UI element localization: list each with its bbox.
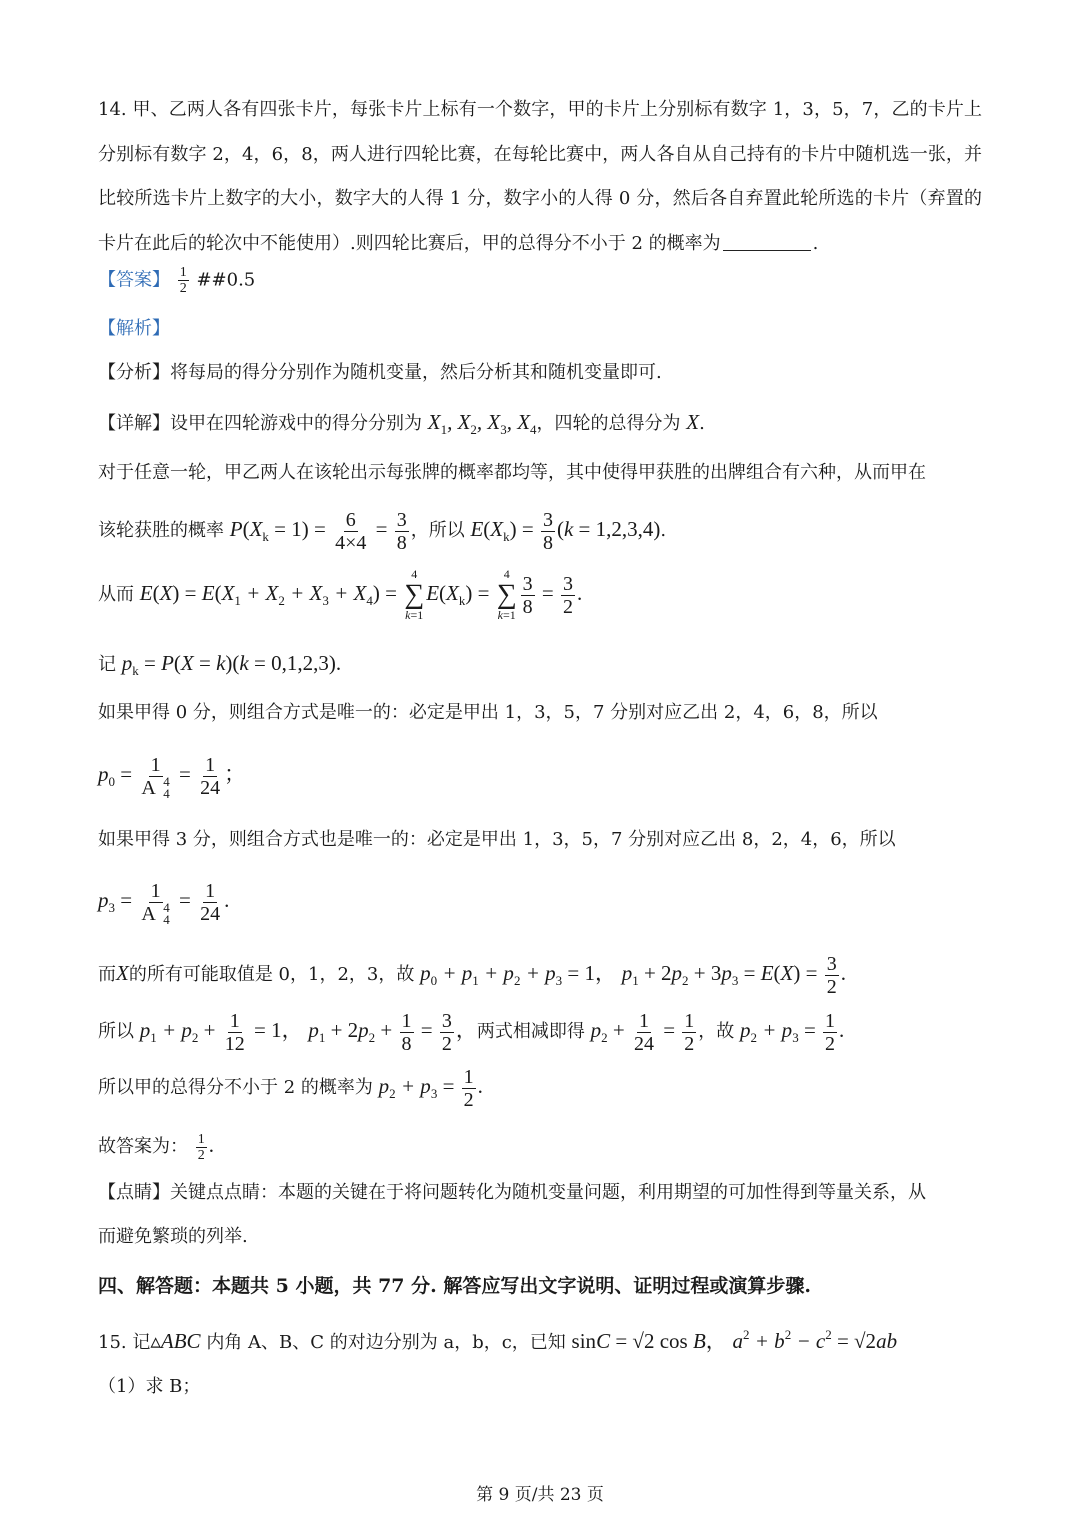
page-footer: 第 9 页/共 23 页 [476, 1485, 604, 1505]
answer-label: 【答案】 [98, 269, 170, 291]
line-9: $p_3$ = 1 A 4 4 = $\frac{1}{24}$ . [98, 879, 230, 927]
answer-line [98, 265, 982, 296]
detail-line: 【详解】设甲在四轮游戏中的得分分别为 $X_1$, $X_2$, $X_3$, $X_4$，四轮的总得分为 X. [98, 410, 705, 437]
jiexi-label: 【解析】 [98, 318, 170, 339]
line-8: 如果甲得 3 分，则组合方式也是唯一的：必定是甲出 1，3，5，7 分别对应乙出 8，2，4，6，所以 [98, 829, 896, 850]
answer-fraction: $\frac{1}{2}$ [179, 265, 187, 296]
key-point-line-2: 而避免繁琐的列举. [98, 1226, 248, 1247]
line-2: 对于任意一轮，甲乙两人在该轮出示每张牌的概率都均等，其中使得甲获胜的出牌组合有六种，从而甲在 [98, 462, 926, 483]
answer-blank [723, 232, 811, 251]
analysis-line [98, 360, 982, 386]
line-5: 记 $p_k = P(X = k)(k = 0,1,2,3)$. [98, 651, 342, 678]
question-14 [98, 88, 982, 266]
key-point-label: 【点睛】 [98, 1182, 170, 1203]
line-12: 所以甲的总得分不小于 2 的概率为 $p_2 + p_3$ = $\frac{1}{2}$ . [98, 1065, 483, 1111]
question-15-part-1: （1）求 B； [98, 1376, 201, 1397]
question-14-end: . [812, 232, 819, 254]
line-10: 而X的所有可能取值是 0，1，2，3，故 $p_0 + p_1 + p_2 + p_3 = 1$， $p_1 + 2p_2 + 3p_3 = E(X)$ = $\frac{3}{2}$ . [98, 952, 846, 998]
line-13: 故答案为： $\frac{1}{2}$ . [98, 1131, 214, 1163]
detail-label: 【详解】 [98, 413, 170, 434]
line-4: 从而 $E(X) = E(X_1 + X_2 + X_3 + X_4)$ = 4 ∑ k=1 $E(X_k)$ = 4 ∑ k=1 $\frac{3}{8}$ = $\frac{3}{2}$ . [98, 567, 583, 622]
line-11: 所以 $p_1 + p_2$ + $\frac{1}{12}$ = 1， $p_1 + 2p_2$ + $\frac{1}{8}$ = $\frac{3}{2}$ ，两式相减即得 $p_2$ + $\frac{1}{24}$ = $\frac{1}{2}$ ，故 $p_2 + p_3$ = $\frac{1}{2}$ . [98, 1009, 845, 1055]
question-14-text: 14. 甲、乙两人各有四张卡片，每张卡片上标有一个数字，甲的卡片上分别标有数字 1，3，5，7，乙的卡片上分别标有数字 2，4，6，8，两人进行四轮比赛，在每轮比赛中，两人各自从自己持有的卡片中随机选一张，并比较所选卡片上数字的大小，数字大的人得 1 分，数字小的人得 0 分，然后各自弃置此轮所选的卡片（弃置的卡片在此后的轮次中不能使用）.则四轮比赛后，甲的总得分不小于 2 的概率为 [98, 99, 982, 254]
key-point-line-1: 【点睛】关键点点睛：本题的关键在于将问题转化为随机变量问题，利用期望的可加性得到等量关系，从 [98, 1182, 926, 1203]
analysis-label: 【分析】 [98, 362, 170, 383]
analysis-text: 将每局的得分分别作为随机变量，然后分析其和随机变量即可. [170, 362, 662, 383]
question-15: 15. 记▵ABC 内角 A、B、C 的对边分别为 a，b，c，已知 sinC = √2 cos B， $a^2 + b^2 - c^2 = √2ab$ [98, 1327, 898, 1353]
section-4-heading: 四、解答题：本题共 5 小题，共 77 分. 解答应写出文字说明、证明过程或演算步骤. [98, 1275, 811, 1297]
line-7: $p_0$ = 1 A 4 4 = $\frac{1}{24}$ ； [98, 753, 246, 801]
line-6: 如果甲得 0 分，则组合方式是唯一的：必定是甲出 1，3，5，7 分别对应乙出 2，4，6，8，所以 [98, 702, 878, 723]
answer-alt: ##0.5 [196, 269, 256, 291]
line-3: 该轮获胜的概率 $P(X_k = 1)$ = $\frac{6}{4\times 4}$ = $\frac{3}{8}$ ，所以 $E(X_k)$ = $\frac{3}{8}$ (k = 1,2,3,4). [98, 508, 667, 554]
